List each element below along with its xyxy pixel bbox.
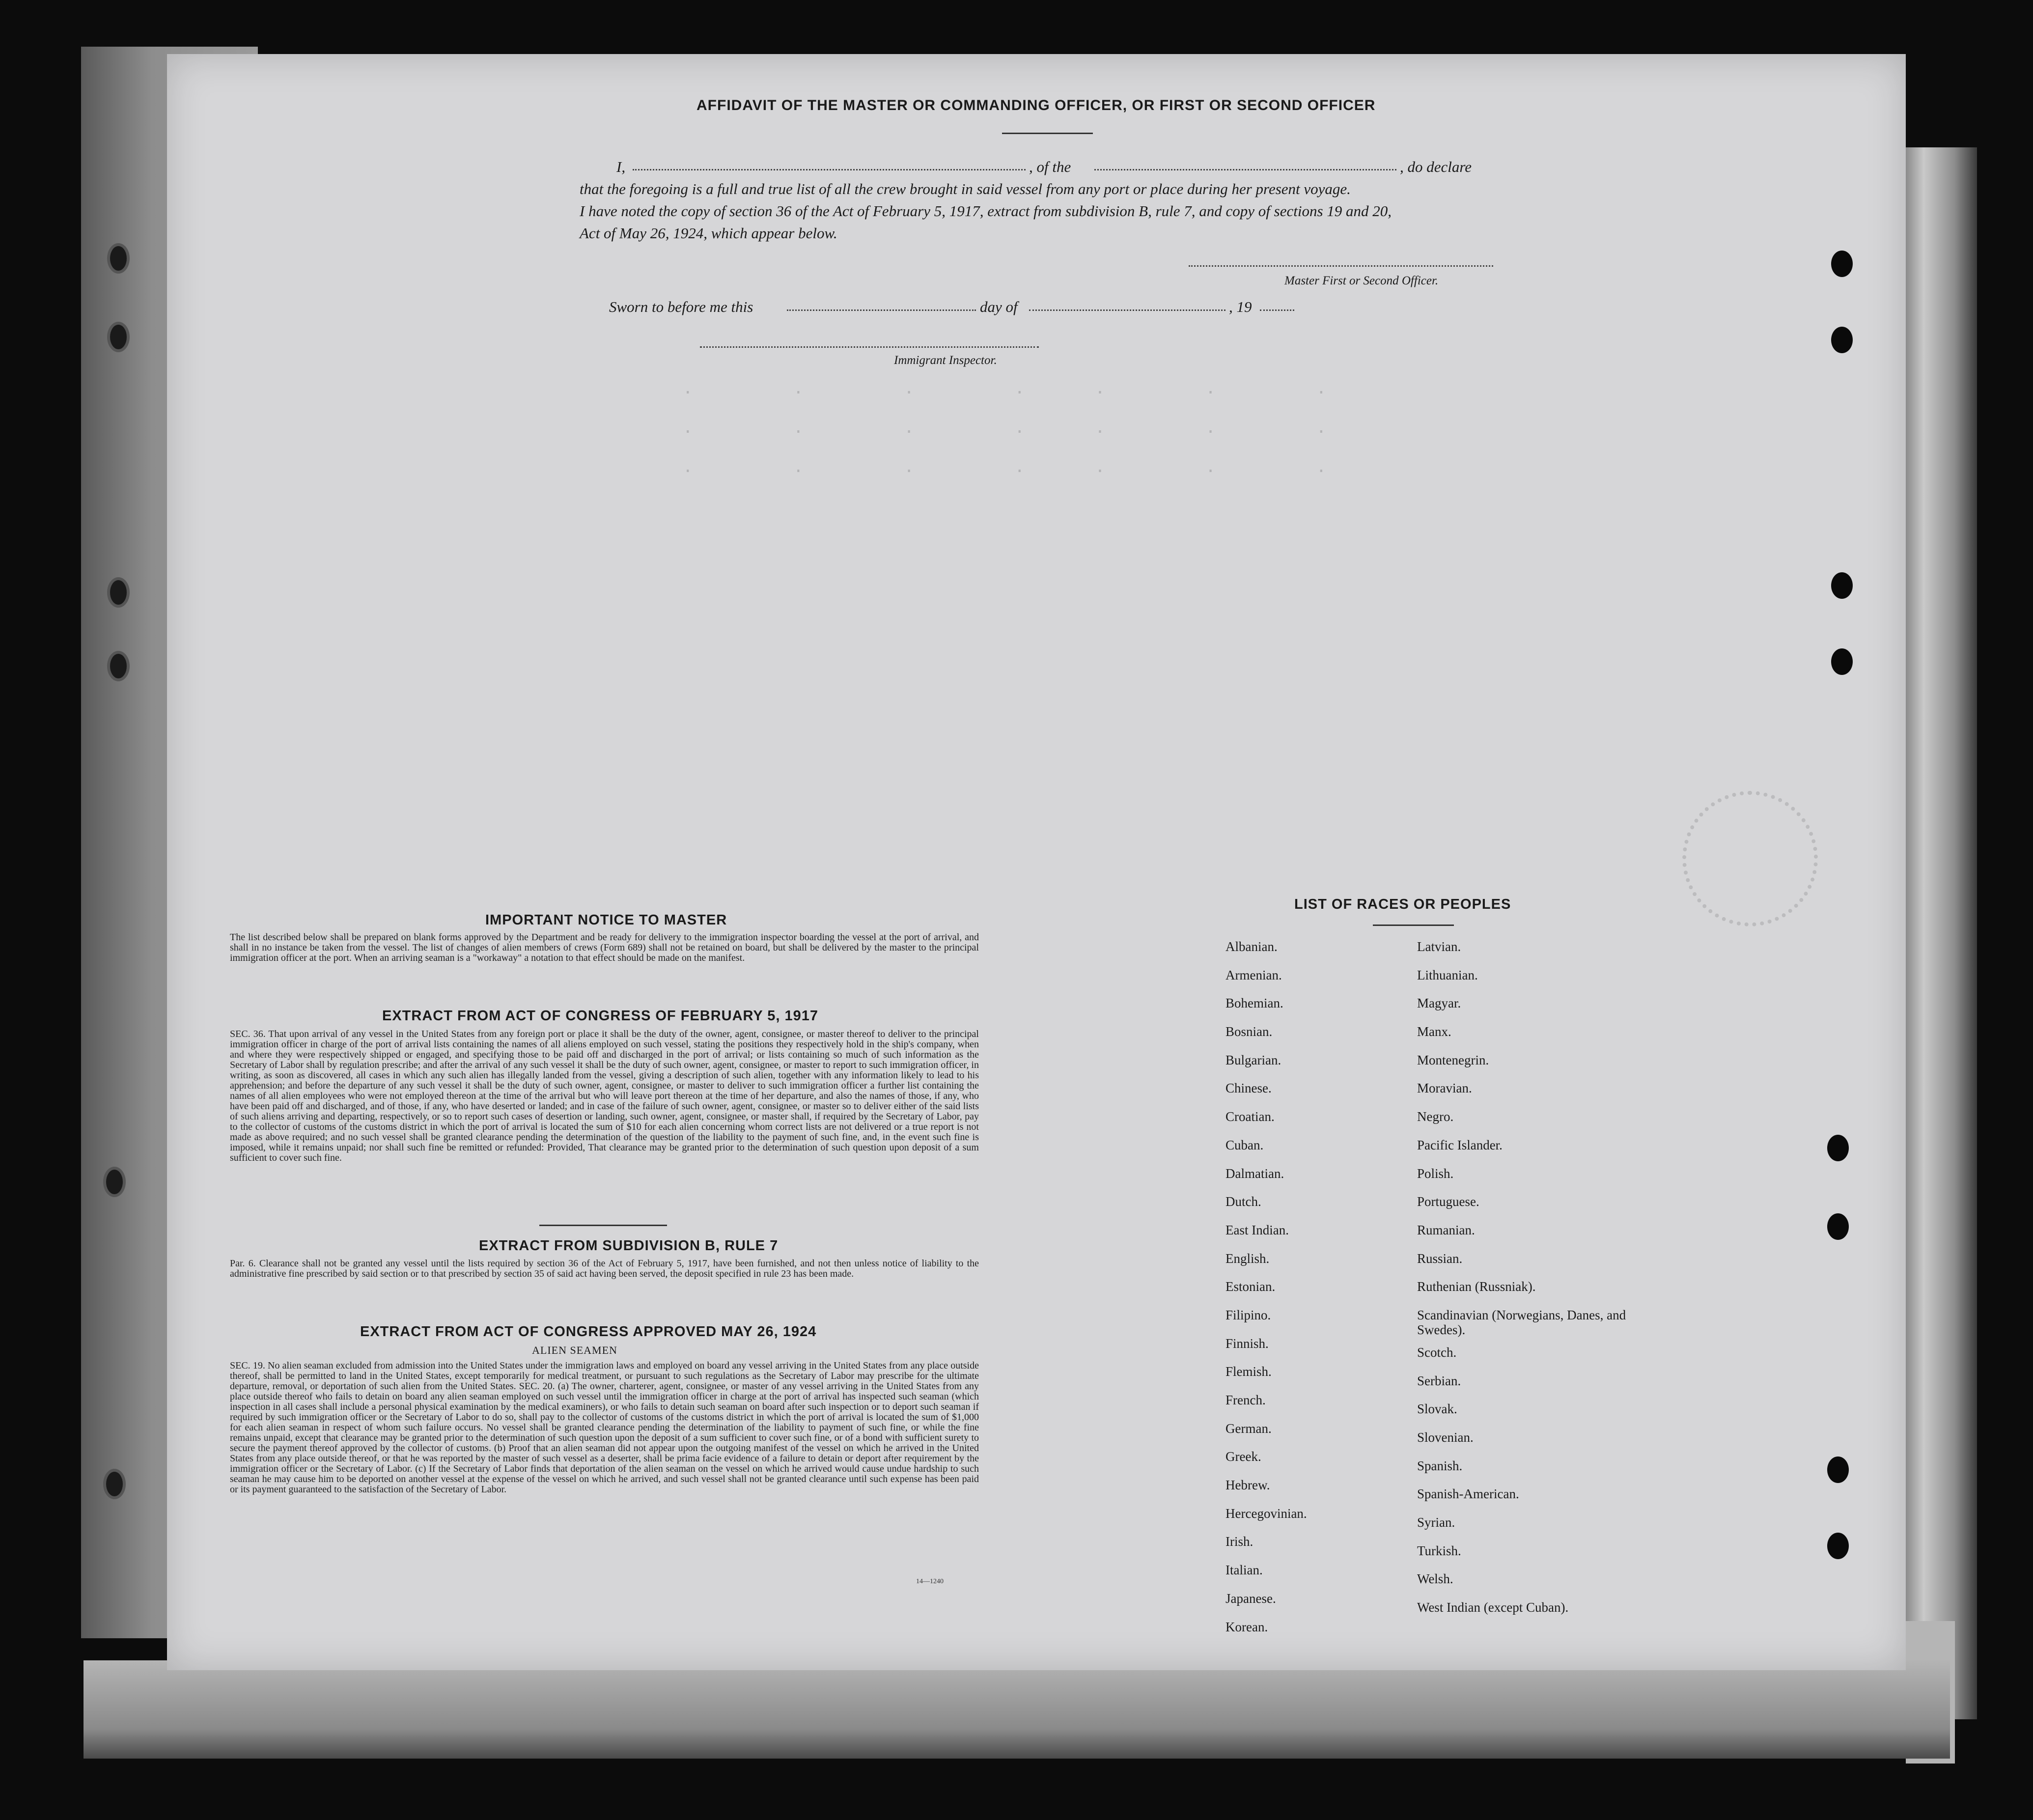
race-item: Flemish. [1225,1364,1272,1379]
race-item: French. [1225,1393,1266,1407]
declarant-name-field[interactable] [633,169,1026,170]
declaration-i: I, [616,158,626,175]
section-divider [539,1225,667,1226]
affidavit-title-rule [1002,133,1093,134]
race-item: Scandinavian (Norwegians, Danes, and Swedes). [1417,1307,1626,1337]
race-item: Scotch. [1417,1344,1457,1360]
act-1924-title: EXTRACT FROM ACT OF CONGRESS APPROVED MAY 26, 1924 [360,1324,817,1340]
act-1924-body: SEC. 19. No alien seaman excluded from admission into the United States under the immigration laws and employed on board any vessel arriving in the United States from any place outside thereof, shall be permitted to land in the United States, except temporarily for medical treatment, or pursuant to such regulations as the Secretary of Labor may prescribe for the ultimate departure, removal, or deportation of such alien from the United States. SEC. 20. (a) The owner, charterer, agent, consignee, or master of any vessel arriving in the United States from any place outside thereof who fails to detain on board any alien seaman employed on such vessel until the immigration officer in charge at the port of arrival has inspected such seaman (which inspection in all cases shall include a personal physical examination by the medical examiners), or who fails to detain such seaman on board after such inspection or to deport such seaman if required by such immigration officer or the Secretary of Labor to do so, shall pay to the collector of customs of the customs district in which the port of arrival is located the sum of $1,000 for each alien seaman in respect of whom such failure occurs. No vessel shall be granted clearance pending the determination of the liability to payment of such fine, or while the fine remains unpaid, except that clearance may be granted prior to the determination of such question upon the deposit of a sum sufficient to cover such fine, or of a bond with sufficient surety to secure the payment thereof approved by the collector of customs. (b) Proof that an alien seaman did not appear upon the outgoing manifest of the vessel on which he arrived in the United States from any place outside thereof, or that he was reported by the master of such vessel as a deserter, shall be prima facie evidence of a failure to detain or deport after requirement by the immigration officer or the Secretary of Labor. (c) If the Secretary of Labor finds that deportation of the alien seaman on the vessel on which he arrived would cause undue hardship to such seaman he may cause him to be deported on another vessel at the expense of the vessel on which he arrived, and such vessel shall not be granted clearance until such expense has been paid or its payment guaranteed to the satisfaction of the Secretary of Labor. [230,1360,979,1495]
race-item: Filipino. [1225,1307,1271,1322]
master-signature-field[interactable] [1189,265,1493,267]
sworn-year-prefix: , 19 [1229,298,1252,315]
punch-hole-icon [1827,1135,1849,1161]
page-stack-bottom [84,1660,1950,1759]
race-item: Manx. [1417,1024,1451,1039]
bleed-through-row: . . . . . . . [683,457,1327,476]
race-item: Greek. [1225,1449,1261,1464]
race-item: Korean. [1225,1619,1268,1634]
race-item: West Indian (except Cuban). [1417,1600,1569,1615]
race-item: Dutch. [1225,1194,1261,1209]
race-item: Irish. [1225,1534,1253,1549]
vessel-name-field[interactable] [1094,169,1396,170]
inspector-signature-field[interactable] [700,346,1039,348]
declaration-do-declare: , do declare [1400,158,1472,175]
binder-hole-icon [107,651,130,681]
race-item: Montenegrin. [1417,1052,1489,1067]
binder-hole-icon [103,1469,126,1499]
race-item: Albanian. [1225,939,1278,954]
act-1917-title: EXTRACT FROM ACT OF CONGRESS OF FEBRUARY 5, 1917 [382,1008,819,1024]
race-item: Finnish. [1225,1336,1269,1351]
race-item: Spanish. [1417,1458,1463,1473]
master-signature-label: Master First or Second Officer. [1284,274,1439,287]
race-item: Croatian. [1225,1109,1275,1124]
page-stack-right [1901,147,1977,1719]
affidavit-title: AFFIDAVIT OF THE MASTER OR COMMANDING OFFICER, OR FIRST OR SECOND OFFICER [696,97,1376,113]
race-item: Dalmatian. [1225,1166,1284,1181]
sworn-text: Sworn to before me this [609,298,753,315]
race-item: Estonian. [1225,1279,1276,1294]
document-page [167,54,1906,1670]
race-item: Negro. [1417,1109,1454,1124]
race-item: Moravian. [1417,1081,1472,1096]
race-item: Cuban. [1225,1137,1264,1152]
race-item: Rumanian. [1417,1222,1475,1237]
race-item: Serbian. [1417,1373,1461,1388]
notice-body: The list described below shall be prepared on blank forms approved by the Department and be ready for delivery to the immigration inspector boarding the vessel at the port of arrival, and shall in no instance be taken from the vessel. The list of changes of alien members of crews (Form 689) shall not be retained on board, but shall be delivered by the master to the principal immigration officer at the port. When an arriving seaman is a "workaway" a notation to that effect should be made on the manifest. [230,932,979,963]
race-item: Magyar. [1417,996,1461,1011]
declaration-line-4: Act of May 26, 1924, which appear below. [580,224,837,242]
race-item: German. [1225,1421,1272,1436]
race-item: Spanish-American. [1417,1486,1519,1502]
race-item: Bohemian. [1225,996,1283,1011]
race-item: Armenian. [1225,967,1282,982]
race-item: Italian. [1225,1563,1263,1578]
races-title-rule [1373,924,1454,926]
race-item: Japanese. [1225,1591,1276,1606]
race-item: Bosnian. [1225,1024,1273,1039]
punch-hole-icon [1831,251,1853,277]
rule-7-body: Par. 6. Clearance shall not be granted any vessel until the lists required by section 36 of the Act of February 5, 1917, have been furnished, and not then unless notice of liability to the administrative fine prescribed by said section or to that prescribed by section 35 of said act having been served, the deposit specified in rule 23 has been made. [230,1258,979,1279]
sworn-month-field[interactable] [1029,309,1225,311]
faint-seal-stamp [1682,791,1818,926]
race-item: Pacific Islander. [1417,1137,1503,1152]
punch-hole-icon [1827,1456,1849,1483]
race-item: Slovak. [1417,1401,1457,1417]
bleed-through-row: . . . . . . . [683,378,1327,398]
sworn-day-field[interactable] [787,309,976,311]
race-item: Hebrew. [1225,1478,1270,1493]
races-title: LIST OF RACES OR PEOPLES [1294,896,1511,912]
race-item: East Indian. [1225,1222,1289,1237]
binder-hole-icon [107,322,130,352]
punch-hole-icon [1831,572,1853,599]
races-left-column [1225,939,1307,1648]
race-item: Latvian. [1417,939,1461,954]
act-1917-body: SEC. 36. That upon arrival of any vessel in the United States from any foreign port or place it shall be the duty of the owner, agent, consignee, or master thereof to deliver to the principal immigration officer in charge of the port of arrival lists containing the names of all aliens employed on such vessel, stating the positions they respectively hold in the ship's company, when and where they were respectively shipped or engaged, and specifying those to be paid off and discharged in the port of arrival; or lists containing so much of such information as the Secretary of Labor shall by regulation prescribe; and after the arrival of any such vessel it shall be the duty of such owner, agent, consignee, or master to report to such immigration officer, in writing, as soon as discovered, all cases in which any such alien has illegally landed from the vessel, giving a description of such alien, together with any information likely to lead to his apprehension; and before the departure of any such vessel it shall be the duty of such owner, agent, consignee, or master to deliver to such immigration officer a further list containing the names of all alien employees who were not employed thereon at the time of the arrival but who will leave port thereon at the time of her departure, and also the names of those, if any, who have been paid off and discharged, and of those, if any, who have deserted or landed; and in case of the failure of such owner, agent, consignee, or master so to deliver either of the said lists of such aliens arriving and departing, respectively, or so to report such cases of desertion or landing, such owner, agent, consignee, or master shall, if required by the Secretary of Labor, pay to the collector of customs of the customs district in which the port of arrival is located the sum of $10 for each alien concerning whom correct lists are not delivered or a true report is not made as above required; and no such vessel shall be granted clearance pending the determination of the question of the liability to the payment of such fine, and, in the event such fine is imposed, while it remains unpaid; nor shall such fine be remitted or refunded: Provided, That clearance may be granted prior to the determination of such question upon deposit of a sum sufficient to cover such fine. [230,1029,979,1163]
rule-7-title: EXTRACT FROM SUBDIVISION B, RULE 7 [479,1238,779,1254]
punch-hole-icon [1827,1213,1849,1240]
race-item: Portuguese. [1417,1194,1479,1209]
race-item: Slovenian. [1417,1430,1474,1445]
binder-hole-icon [107,243,130,274]
race-item: English. [1225,1251,1270,1266]
declaration-line-3: I have noted the copy of section 36 of the Act of February 5, 1917, extract from subdivision B, rule 7, and copy of sections 19 and 20, [580,202,1392,220]
punch-hole-icon [1827,1533,1849,1559]
race-item: Polish. [1417,1166,1454,1181]
race-item: Welsh. [1417,1571,1453,1587]
binder-hole-icon [103,1167,126,1197]
bleed-through-row: . . . . . . . [683,418,1327,437]
declaration-line-2: that the foregoing is a full and true list of all the crew brought in said vessel from any port or place during her present voyage. [580,180,1351,197]
notice-title: IMPORTANT NOTICE TO MASTER [485,912,727,928]
race-item: Russian. [1417,1251,1463,1266]
punch-hole-icon [1831,327,1853,353]
punch-hole-icon [1831,648,1853,675]
declaration-of-the: , of the [1029,158,1071,175]
race-item: Syrian. [1417,1515,1455,1530]
act-1924-subtitle: ALIEN SEAMEN [532,1344,617,1356]
race-item: Bulgarian. [1225,1052,1281,1067]
race-item: Hercegovinian. [1225,1506,1307,1521]
inspector-label: Immigrant Inspector. [894,354,997,367]
races-right-column [1417,939,1628,1628]
race-item: Turkish. [1417,1543,1461,1558]
sworn-day-of: day of [980,298,1018,315]
race-item: Ruthenian (Russniak). [1417,1279,1536,1294]
race-item: Chinese. [1225,1081,1272,1096]
form-number: 14—1240 [916,1578,944,1585]
race-item: Lithuanian. [1417,967,1478,982]
binder-hole-icon [107,577,130,608]
sworn-year-field[interactable] [1260,309,1294,311]
